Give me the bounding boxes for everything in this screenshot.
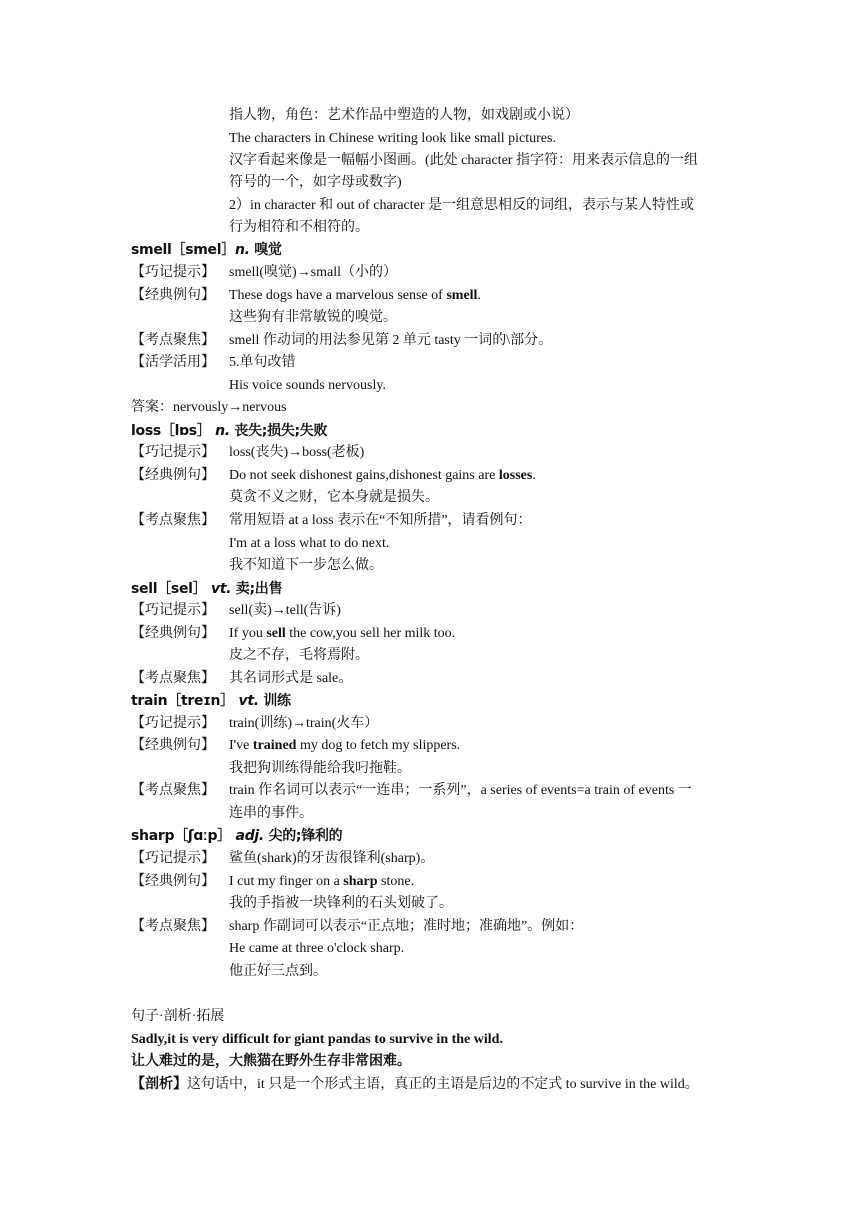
example-text: Do not seek dishonest gains,dishonest gains are [229,468,499,483]
train-tip-row [131,714,378,734]
loss-tip-row [131,443,364,463]
loss-example-cn: 莫贪不义之财，它本身就是损失。 [229,490,439,505]
sell-example-cn: 皮之不存，毛将焉附。 [229,648,369,663]
smell-answer: 答案：nervously→nervous [131,400,287,415]
sharp-example-cn: 我的手指被一块锋利的石头划破了。 [229,896,453,911]
smell-focus-row [131,331,552,351]
analysis-label: 【剖析】 [131,1077,187,1092]
meaning: 嗅觉 [254,242,282,258]
sell-focus-row [131,669,352,689]
example-text-end: . [532,468,536,483]
section-heading: 句子·剖析·拓展 [131,1009,225,1024]
example-text: I've [229,738,253,753]
tip-label: 【巧记提示】 [131,265,215,280]
entry-heading-sharp [131,826,342,846]
example-text: If you [229,626,267,641]
phonetic: ［lɒs］ [160,423,211,439]
tip-text: sell(卖)→tell(告诉) [229,603,341,618]
loss-example-row [131,466,536,486]
smell-practice-question: His voice sounds nervously. [229,378,386,393]
tip-text: 鲨鱼(shark)的牙齿很锋利(sharp)。 [229,851,435,866]
part-of-speech: n. [215,423,230,439]
entry-heading-train [131,691,291,711]
character-note-line-1: 指人物，角色：艺术作品中塑造的人物，如戏剧或小说） [229,108,579,123]
analysis-text: 这句话中，it 只是一个形式主语，真正的主语是后边的不定式 to survive in the wild。 [187,1077,699,1092]
example-text-end: the cow,you sell her milk too. [285,626,456,641]
tip-text: smell(嗅觉)→small（小的） [229,265,397,280]
headword: train [131,693,168,709]
headword: sharp [131,828,175,844]
focus-text: sharp 作副词可以表示“正点地；准时地；准确地”。例如： [229,919,584,934]
focus-label: 【考点聚焦】 [131,783,215,798]
key-sentence-en: Sadly,it is very difficult for giant pandas to survive in the wild. [131,1032,503,1047]
practice-text: 5.单句改错 [229,355,296,370]
focus-text: smell 作动词的用法参见第 2 单元 tasty 一词的\部分。 [229,333,553,348]
example-text: I cut my finger on a [229,874,344,889]
example-keyword: trained [252,738,297,753]
focus-label: 【考点聚焦】 [131,671,215,686]
analysis-row [131,1075,699,1095]
example-label: 【经典例句】 [131,738,215,753]
example-label: 【经典例句】 [131,626,215,641]
tip-label: 【巧记提示】 [131,445,215,460]
meaning: 丧失;损失;失败 [234,423,328,439]
phonetic: ［smel］ [171,242,235,258]
entry-heading-smell [131,240,282,260]
character-phrase-note: 2）in character 和 out of character 是一组意思相反的词组，表示与某人特性或 [229,198,695,213]
focus-text: 其名词形式是 sale。 [229,671,353,686]
example-text: These dogs have a marvelous sense of [229,288,447,303]
example-label: 【经典例句】 [131,874,215,889]
example-keyword: smell [446,288,478,303]
example-label: 【经典例句】 [131,288,215,303]
example-keyword: sharp [343,874,378,889]
smell-example-row [131,286,481,306]
sharp-focus-example-cn: 他正好三点到。 [229,964,327,979]
smell-practice-row [131,353,296,373]
meaning: 尖的;锋利的 [268,828,343,844]
character-phrase-note-cont: 行为相符和不相符的。 [229,220,369,235]
key-sentence-cn: 让人难过的是，大熊猫在野外生存非常困难。 [131,1054,411,1069]
entry-heading-loss [131,421,327,441]
meaning: 训练 [263,693,291,709]
train-focus-cont: 连串的事件。 [229,806,313,821]
part-of-speech: adj. [235,828,264,844]
focus-text: 常用短语 at a loss 表示在“不知所措”，请看例句： [229,513,532,528]
example-text-end: stone. [377,874,415,889]
headword: loss [131,423,161,439]
tip-label: 【巧记提示】 [131,603,215,618]
smell-example-cn: 这些狗有非常敏锐的嗅觉。 [229,310,397,325]
headword: sell [131,581,158,597]
entry-heading-sell [131,579,282,599]
example-keyword: losses [498,468,533,483]
train-focus-row [131,781,692,801]
practice-label: 【活学活用】 [131,355,215,370]
focus-text: train 作名词可以表示“一连串；一系列”，a series of events=a train of events 一 [229,783,692,798]
example-label: 【经典例句】 [131,468,215,483]
character-note-line-2: 符号的一个，如字母或数字) [229,175,402,190]
loss-focus-row [131,511,532,531]
smell-tip-row [131,263,397,283]
sharp-focus-example-en: He came at three o'clock sharp. [229,941,405,956]
example-keyword: sell [266,626,286,641]
loss-focus-example-cn: 我不知道下一步怎么做。 [229,558,383,573]
phonetic: ［treɪn］ [167,693,234,709]
tip-label: 【巧记提示】 [131,851,215,866]
meaning: 卖;出售 [235,581,283,597]
example-text-end: . [477,288,481,303]
focus-label: 【考点聚焦】 [131,919,215,934]
part-of-speech: vt. [238,693,259,709]
headword: smell [131,242,172,258]
example-text-end: my dog to fetch my slippers. [296,738,461,753]
phonetic: ［sel］ [157,581,207,597]
train-example-cn: 我把狗训练得能给我叼拖鞋。 [229,761,411,776]
train-example-row [131,736,460,756]
tip-label: 【巧记提示】 [131,716,215,731]
character-example-en: The characters in Chinese writing look like small pictures. [229,131,556,146]
focus-label: 【考点聚焦】 [131,513,215,528]
character-example-cn: 汉字看起来像是一幅幅小图画。(此处 character 指字符：用来表示信息的一组 [229,153,698,168]
sharp-focus-row [131,917,583,937]
tip-text: train(训练)→train(火车） [229,716,379,731]
sell-example-row [131,624,455,644]
sharp-example-row [131,872,414,892]
tip-text: loss(丧失)→boss(老板) [229,445,365,460]
phonetic: ［ʃɑːp］ [174,828,231,844]
sell-tip-row [131,601,341,621]
focus-label: 【考点聚焦】 [131,333,215,348]
sharp-tip-row [131,849,434,869]
part-of-speech: vt. [210,581,232,597]
loss-focus-example-en: I'm at a loss what to do next. [229,536,390,551]
part-of-speech: n. [234,242,250,258]
